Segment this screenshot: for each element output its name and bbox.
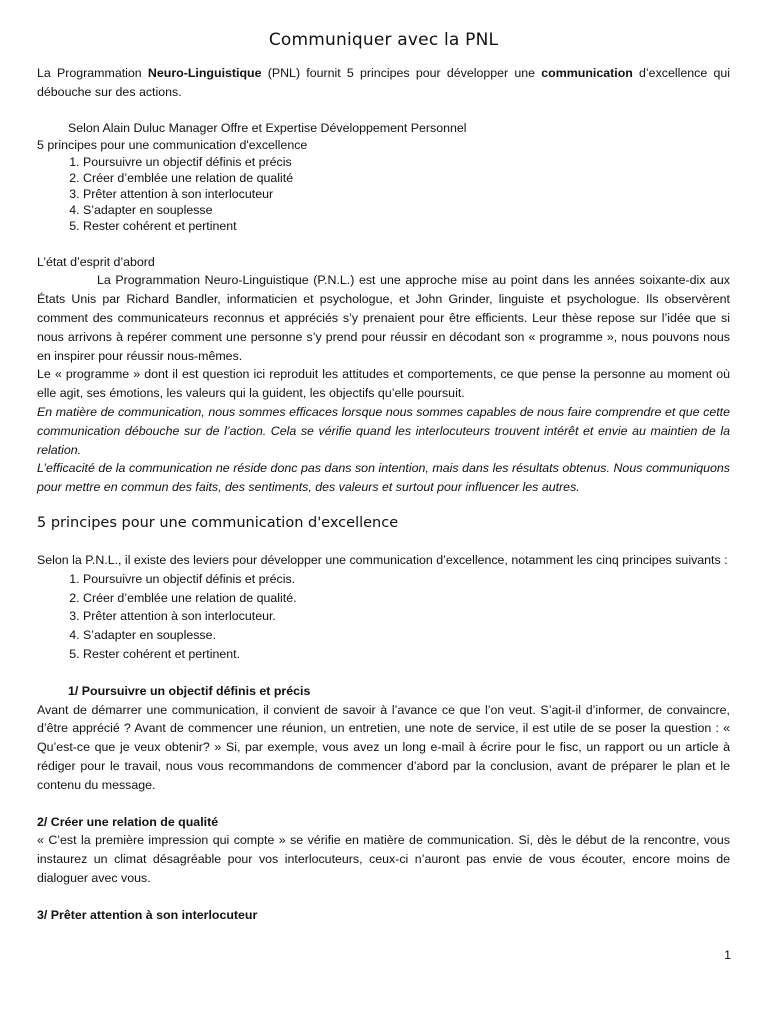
list2-item: 3. Prêter attention à son interlocuteur. xyxy=(83,607,730,626)
list1-item: 5. Rester cohérent et pertinent xyxy=(83,218,730,234)
list2 xyxy=(37,570,730,664)
intro-bold-1: Neuro-Linguistique xyxy=(147,66,262,80)
list1-item: 3. Prêter attention à son interlocuteur xyxy=(83,186,730,202)
spacer xyxy=(37,664,730,682)
intro-bold-2: communication xyxy=(541,66,633,80)
etat-paragraph-1: La Programmation Neuro-Linguistique (P.N.L.) est une approche mise au point dans les années soixante-dix aux États Unis par Richard Bandler, informaticien et psychologue, et John Grinder, linguiste et psychologue. Ils observèrent comment des communicateurs reconnus et appréciés s’y prenaient pour être efficients. Leur thèse repose sur l’idée que si nous arrivons à repérer comment une personne s’y prend pour réussir en décodant son « programme », nous pouvons nous en inspirer pour réussir nous-mêmes. xyxy=(37,273,730,363)
etat-paragraph-3: En matière de communication, nous sommes efficaces lorsque nous sommes capables de nous faire comprendre et que cette communication débouche sur de l’action. Cela se vérifie quand les interlocuteurs trouvent intérêt et envie au maintien de la relation. xyxy=(37,404,730,457)
spacer xyxy=(37,235,730,253)
list2-item: 2. Créer d’emblée une relation de qualité. xyxy=(83,589,730,608)
intro-text-3: d’excellence qui débouche sur des actions. xyxy=(37,66,730,99)
list2-item: 5. Rester cohérent et pertinent. xyxy=(83,645,730,664)
etat-heading: L’état d’esprit d’abord xyxy=(37,254,155,269)
page-number: 1 xyxy=(724,948,731,962)
list1-item: 1. Poursuivre un objectif définis et précis xyxy=(83,154,730,170)
intro-text-2: (PNL) fournit 5 principes pour développer une xyxy=(261,66,542,80)
section2-intro: Selon la P.N.L., il existe des leviers pour développer une communication d’excellence, notamment les cinq principes suivants : xyxy=(37,552,728,567)
spacer xyxy=(37,102,730,120)
sub2-heading: 2/ Créer une relation de qualité xyxy=(37,814,219,829)
etat-paragraph-2: Le « programme » dont il est question ici reproduit les attitudes et comportements, ce que pense la personne au moment où elle agit, ses émotions, les valeurs qui la guident, les objectifs qu’elle poursuit. xyxy=(37,367,730,401)
list1 xyxy=(37,154,730,235)
spacer xyxy=(37,795,730,813)
list1-heading: 5 principes pour une communication d'excellence xyxy=(37,137,308,152)
sub2-text: « C’est la première impression qui compte » se vérifie en matière de communication. Si, dès le début de la rencontre, vous instaurez un climat désagréable pour vos interlocuteurs, ceux-ci n’auront pas envie de vous écouter, encore moins de dialoguer avec vous. xyxy=(37,833,730,885)
list2-item: 1. Poursuivre un objectif définis et précis. xyxy=(83,570,730,589)
spacer xyxy=(37,533,730,551)
sub3-heading: 3/ Prêter attention à son interlocuteur xyxy=(37,907,258,922)
document-title: Communiquer avec la PNL xyxy=(268,30,499,50)
list2-item: 4. S’adapter en souplesse. xyxy=(83,626,730,645)
author-line: Selon Alain Duluc Manager Offre et Expertise Développement Personnel xyxy=(68,120,467,135)
list1-item: 2. Créer d’emblée une relation de qualité xyxy=(83,170,730,186)
sub1-text: Avant de démarrer une communication, il convient de savoir à l’avance ce que l’on veut. S’agit-il d’informer, de convaincre, d’être apprécié ? Avant de commencer une réunion, un entretien, une note de service, il est utile de se poser la question : « Qu’est-ce que je veux obtenir? » Si, par exemple, vous avez un long e-mail à écrire pour le fisc, un rapport ou un article à rédiger pour le travail, nous vous recommandons de commencer d’abord par la conclusion, avant de préparer le plan et le contenu du message. xyxy=(37,702,730,792)
sub1-heading: 1/ Poursuivre un objectif définis et précis xyxy=(68,683,311,698)
section2-heading: 5 principes pour une communication d'excellence xyxy=(37,514,399,531)
intro-paragraph xyxy=(37,64,730,102)
spacer xyxy=(37,888,730,906)
list1-item: 4. S’adapter en souplesse xyxy=(83,202,730,218)
intro-text-1: La Programmation xyxy=(37,66,148,80)
etat-paragraph-4: L’efficacité de la communication ne réside donc pas dans son intention, mais dans les résultats obtenus. Nous communiquons pour mettre en commun des faits, des sentiments, des valeurs et surtout pour influencer les autres. xyxy=(37,461,730,495)
